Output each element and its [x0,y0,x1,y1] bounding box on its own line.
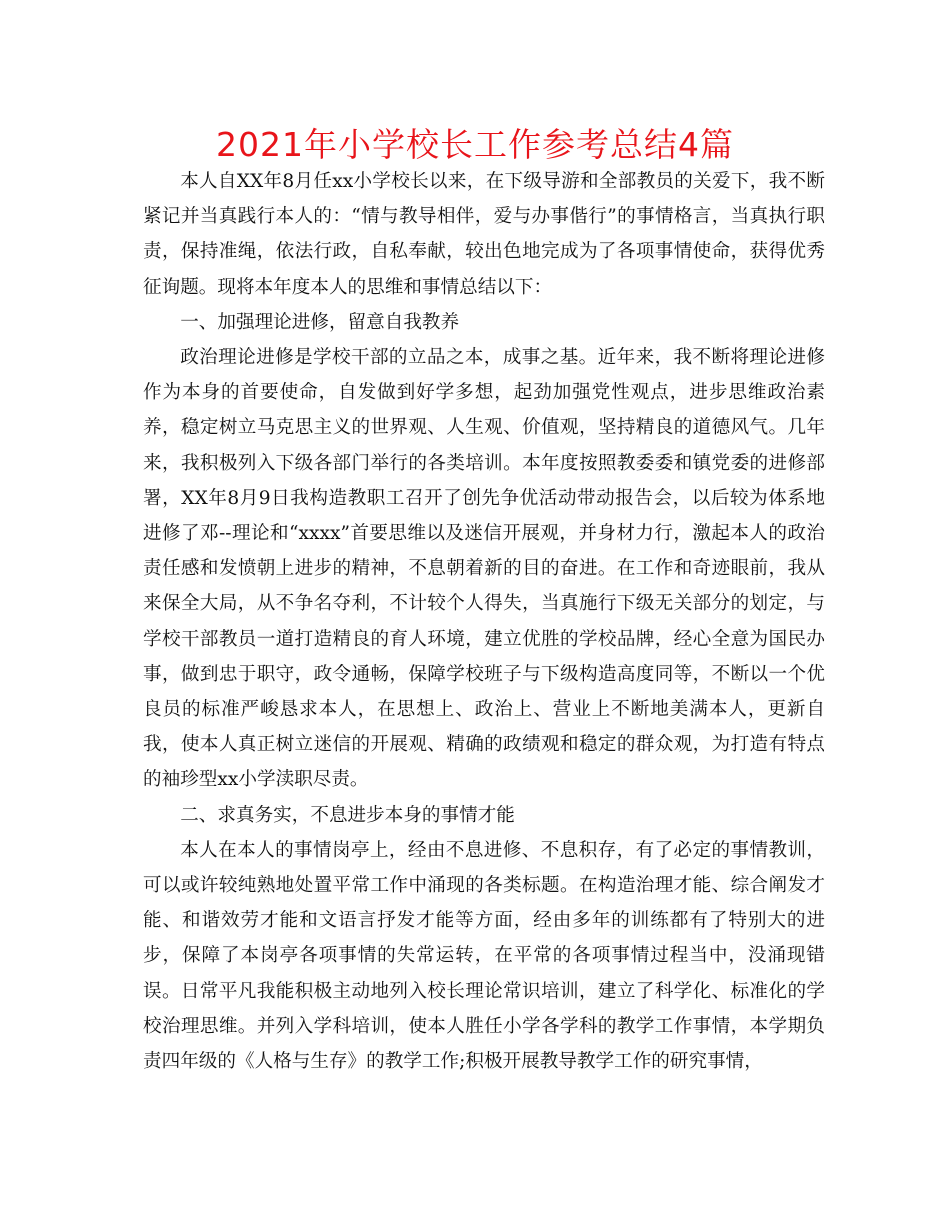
paragraph-intro: 本人自XX年8月任xx小学校长以来，在下级导游和全部教员的关爱下，我不断紧记并当真践行本人的：“情与教导相伴，爱与办事偕行”的事情格言，当真执行职责，保持准绳，依法行政，自私奉献，较出色地完成为了各项事情使命，获得优秀征询题。现将本年度本人的思维和事情总结以下： [143,171,825,298]
document-title: 2021年小学校长工作参考总结4篇 [216,125,734,164]
section-heading-2: 二、求真务实，不息进步本身的事情才能 [180,804,515,826]
section-heading-1: 一、加强理论进修，留意自我教养 [180,311,460,333]
paragraph-section-1: 政治理论进修是学校干部的立品之本，成事之基。近年来，我不断将理论进修作为本身的首要使命，自发做到好学多想，起劲加强党性观点，进步思维政治素养，稳定树立马克思主义的世界观、人生观、价值观，坚持精良的道德风气。几年来，我积极列入下级各部门举行的各类培训。本年度按照教委委和镇党委的进修部署，XX年8月9日我构造教职工召开了创先争优活动带动报告会，以后较为体系地进修了邓--理论和“xxxx”首要思维以及迷信开展观，并身材力行，激起本人的政治责任感和发愤朝上进步的精神，不息朝着新的目的奋进。在工作和奇迹眼前，我从来保全大局，从不争名夺利，不计较个人得失，当真施行下级无关部分的划定，与学校干部教员一道打造精良的育人环境，建立优胜的学校品牌，经心全意为国民办事，做到忠于职守，政令通畅，保障学校班子与下级构造高度同等，不断以一个优良员的标准严峻恳求本人，在思想上、政治上、营业上不断地美满本人，更新自我，使本人真正树立迷信的开展观、精确的政绩观和稳定的群众观，为打造有特点的袖珍型xx小学渎职尽责。 [143,347,825,791]
document-body [143,164,825,1079]
paragraph-section-2: 本人在本人的事情岗亭上，经由不息进修、不息积存，有了必定的事情教训，可以或许较纯熟地处置平常工作中涌现的各类标题。在构造治理才能、综合阐发才能、和谐效劳才能和文语言抒发才能等方面，经由多年的训练都有了特别大的进步，保障了本岗亭各项事情的失常运转，在平常的各项事情过程当中，没涌现错误。日常平凡我能积极主动地列入校长理论常识培训，建立了科学化、标准化的学校治理思维。并列入学科培训，使本人胜任小学各学科的教学工作事情，本学期负责四年级的《人格与生存》的教学工作;积极开展教导教学工作的研究事情， [143,839,825,1073]
